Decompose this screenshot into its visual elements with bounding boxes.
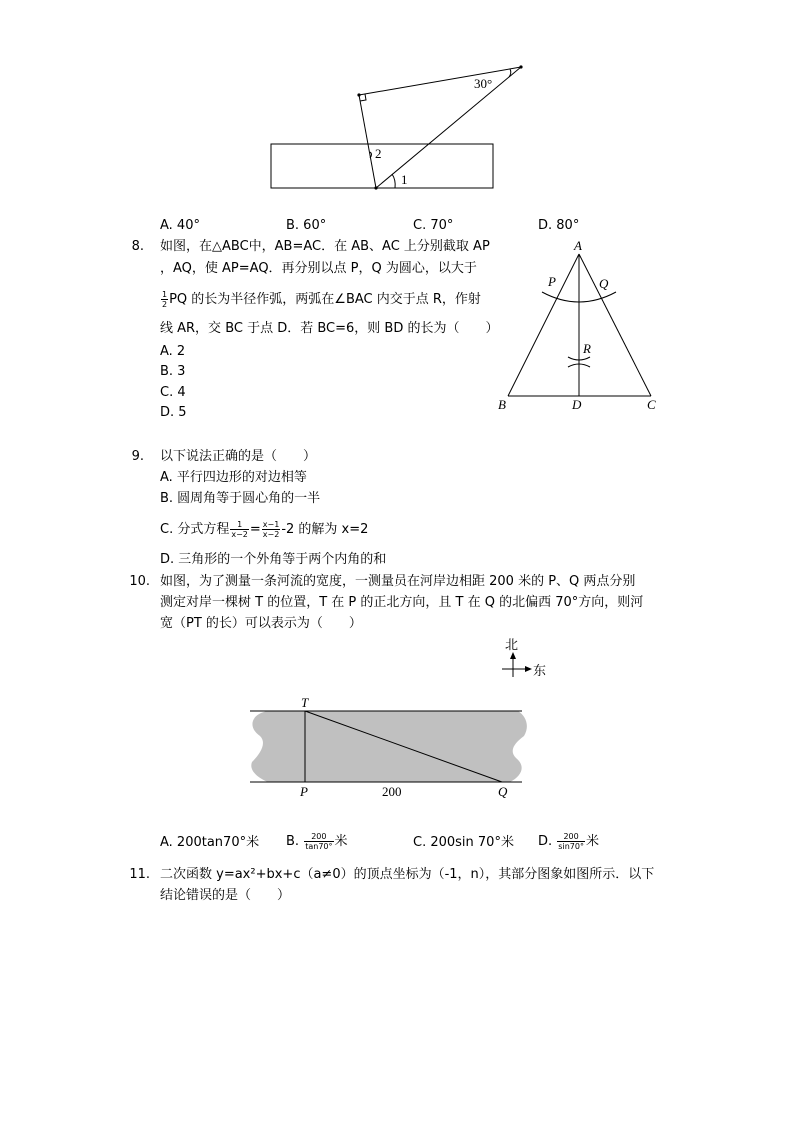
- ruler-rectangle: [271, 144, 493, 188]
- label-d: D: [572, 397, 582, 412]
- triangle-side-top: [359, 67, 521, 95]
- north-arrow-icon: [510, 652, 516, 659]
- q8-number: 8.: [131, 239, 144, 254]
- q8-line-4: 线 AR，交 BC 于点 D．若 BC=6，则 BD 的长为（ ）: [160, 321, 499, 336]
- triangle-hypotenuse: [376, 67, 521, 188]
- q10-option-a: A. 200tan70°米: [160, 835, 260, 850]
- q11-line-2: 结论错误的是（ ）: [160, 888, 291, 903]
- q9-number: 9.: [131, 449, 144, 464]
- distance-label: 200: [382, 784, 402, 799]
- label-q: Q: [498, 784, 508, 799]
- label-p: P: [300, 784, 308, 799]
- q8-line-3-text: PQ 的长为半径作弧，两弧在∠BAC 内交于点 R，作射: [169, 292, 481, 307]
- label-r: R: [583, 341, 591, 356]
- angle-30-label: 30°: [474, 76, 493, 91]
- q10-option-b-prefix: B.: [286, 834, 300, 849]
- q7-option-c: C. 70°: [413, 218, 454, 233]
- q10-option-d-prefix: D.: [538, 834, 553, 849]
- q8-option-d: D. 5: [160, 405, 187, 420]
- fraction-denominator: x−2: [231, 530, 248, 539]
- compass-east-label: 东: [533, 664, 547, 679]
- q8-option-b: B. 3: [160, 364, 186, 379]
- side-ac: [579, 254, 651, 396]
- half-fraction: [161, 290, 168, 309]
- q10-option-d-fraction: [557, 832, 585, 851]
- q7-option-d: D. 80°: [538, 218, 580, 233]
- q9-stem: 以下说法正确的是（ ）: [160, 449, 317, 464]
- q9-option-c-suffix: -2 的解为 x=2: [281, 522, 369, 537]
- fraction-denominator: sin70°: [558, 842, 584, 851]
- q11-line-1: 二次函数 y=ax²+bx+c（a≠0）的顶点坐标为（-1，n），其部分图象如图所示．以下: [160, 867, 655, 882]
- q9-option-d: D. 三角形的一个外角等于两个内角的和: [160, 552, 387, 567]
- q8-line-3: [160, 290, 481, 309]
- q10-option-c: C. 200sin 70°米: [413, 835, 514, 850]
- half-numerator: 1: [162, 290, 168, 299]
- q10-option-b: [286, 832, 348, 851]
- half-denominator: 2: [162, 300, 168, 309]
- q9-option-c: [160, 520, 368, 539]
- q7-figure: [0, 0, 794, 200]
- label-p: P: [548, 274, 556, 289]
- q9-option-c-prefix: C. 分式方程: [160, 522, 230, 537]
- angle-arc-1: [392, 174, 395, 188]
- fraction-denominator: x−2: [262, 530, 280, 539]
- label-a: A: [574, 238, 582, 253]
- label-q: Q: [599, 276, 609, 291]
- q8-option-c: C. 4: [160, 385, 186, 400]
- angle-2-label: 2: [375, 146, 382, 161]
- q10-figure: [240, 632, 560, 804]
- q11-number: 11.: [129, 867, 150, 882]
- q10-line-2: 测定对岸一棵树 T 的位置，T 在 P 的正北方向，且 T 在 Q 的北偏西 70°方向，则河: [160, 595, 644, 610]
- fraction-denominator: tan70°: [305, 842, 333, 851]
- label-b: B: [498, 397, 506, 412]
- q10-line-1: 如图，为了测量一条河流的宽度，一测量员在河岸边相距 200 米的 P、Q 两点分别: [160, 574, 636, 589]
- label-t: T: [301, 695, 309, 710]
- q7-option-a: A. 40°: [160, 218, 200, 233]
- q8-option-a: A. 2: [160, 344, 186, 359]
- side-ab: [508, 254, 579, 396]
- fraction-one-over: [230, 520, 249, 539]
- q10-option-d: [538, 832, 599, 851]
- q10-line-3: 宽（PT 的长）可以表示为（ ）: [160, 616, 362, 631]
- fraction-numerator: 200: [557, 832, 585, 842]
- label-c: C: [647, 397, 656, 412]
- q8-figure: [490, 236, 670, 416]
- fraction-numerator: x−1: [262, 520, 280, 529]
- q10-option-b-unit: 米: [334, 834, 348, 849]
- vertex-dot: [519, 65, 522, 68]
- river-shape: [251, 711, 527, 782]
- east-arrow-icon: [525, 666, 532, 672]
- compass-north-label: 北: [505, 638, 519, 653]
- q10-number: 10.: [129, 574, 150, 589]
- equals-sign: =: [249, 522, 261, 537]
- q10-option-b-fraction: [304, 832, 333, 851]
- fraction-numerator: 1: [230, 520, 249, 530]
- fraction-x-over: [262, 520, 281, 539]
- q10-option-d-unit: 米: [585, 834, 599, 849]
- q9-option-a: A. 平行四边形的对边相等: [160, 470, 307, 485]
- angle-1-label: 1: [401, 172, 408, 187]
- q9-option-b: B. 圆周角等于圆心角的一半: [160, 491, 321, 506]
- q8-line-1: 如图，在△ABC中，AB=AC．在 AB、AC 上分别截取 AP: [160, 239, 490, 254]
- fraction-numerator: 200: [304, 832, 333, 842]
- vertex-dot: [374, 186, 377, 189]
- vertex-dot: [357, 93, 360, 96]
- q8-line-2: ，AQ，使 AP=AQ．再分别以点 P，Q 为圆心，以大于: [160, 261, 477, 276]
- q7-option-b: B. 60°: [286, 218, 327, 233]
- triangle-side-left: [359, 95, 376, 188]
